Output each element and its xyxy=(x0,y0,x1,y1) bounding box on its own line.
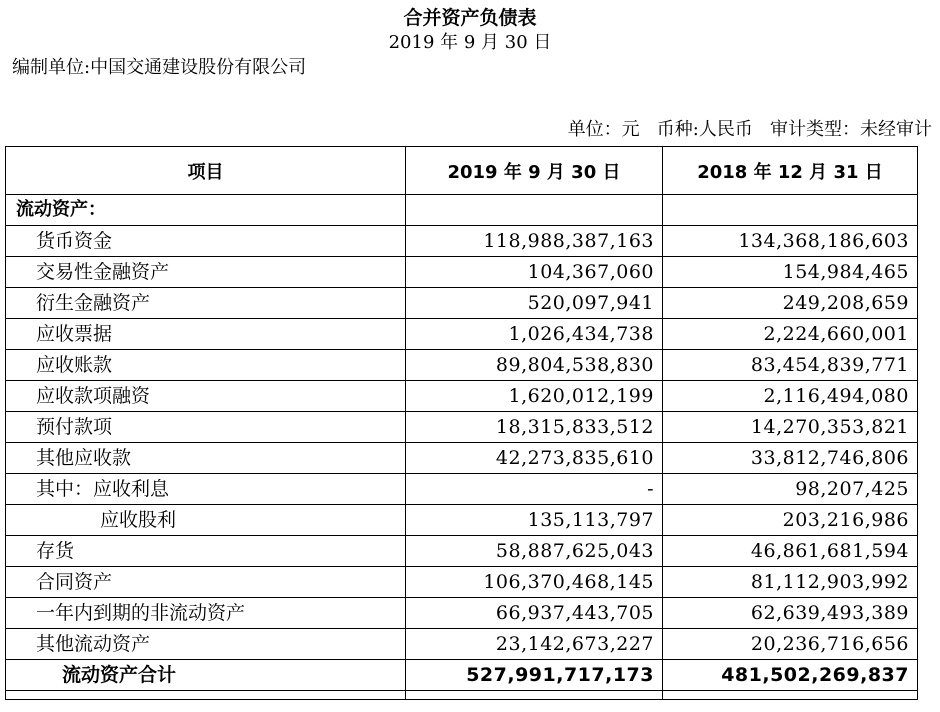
previous-value: 249,208,659 xyxy=(663,288,918,319)
current-value: - xyxy=(406,474,663,505)
row-label: 其他流动资产 xyxy=(6,629,406,660)
previous-value: 14,270,353,821 xyxy=(663,412,918,443)
row-label: 其中：应收利息 xyxy=(6,474,406,505)
current-value: 520,097,941 xyxy=(406,288,663,319)
table-row xyxy=(6,443,918,474)
table-row xyxy=(6,536,918,567)
column-header-current-period: 2019 年 9 月 30 日 xyxy=(406,147,663,195)
empty-cell xyxy=(406,691,663,700)
total-previous-value: 481,502,269,837 xyxy=(663,660,918,691)
empty-cell xyxy=(663,691,918,700)
table-row xyxy=(6,288,918,319)
current-value: 18,315,833,512 xyxy=(406,412,663,443)
previous-value: 154,984,465 xyxy=(663,257,918,288)
current-value: 66,937,443,705 xyxy=(406,598,663,629)
current-value: 42,273,835,610 xyxy=(406,443,663,474)
table-row xyxy=(6,350,918,381)
previous-value: 83,454,839,771 xyxy=(663,350,918,381)
total-current-value: 527,991,717,173 xyxy=(406,660,663,691)
table-row xyxy=(6,505,918,536)
row-label: 一年内到期的非流动资产 xyxy=(6,598,406,629)
row-label: 预付款项 xyxy=(6,412,406,443)
section-row-current-assets xyxy=(6,195,918,226)
table-row xyxy=(6,319,918,350)
row-label: 货币资金 xyxy=(6,226,406,257)
row-label: 应收票据 xyxy=(6,319,406,350)
current-value: 23,142,673,227 xyxy=(406,629,663,660)
section-title: 流动资产： xyxy=(6,195,406,226)
table-row xyxy=(6,629,918,660)
column-header-prior-period: 2018 年 12 月 31 日 xyxy=(663,147,918,195)
total-label: 流动资产合计 xyxy=(6,660,406,691)
total-row-current-assets xyxy=(6,660,918,691)
previous-value: 2,116,494,080 xyxy=(663,381,918,412)
previous-value: 98,207,425 xyxy=(663,474,918,505)
row-label: 衍生金融资产 xyxy=(6,288,406,319)
current-value: 118,988,387,163 xyxy=(406,226,663,257)
row-label: 应收款项融资 xyxy=(6,381,406,412)
empty-cell xyxy=(406,195,663,226)
previous-value: 81,112,903,992 xyxy=(663,567,918,598)
row-label: 交易性金融资产 xyxy=(6,257,406,288)
table-continuation-row xyxy=(6,691,918,700)
report-date: 2019 年 9 月 30 日 xyxy=(388,32,552,53)
current-value: 135,113,797 xyxy=(406,505,663,536)
current-value: 1,620,012,199 xyxy=(406,381,663,412)
balance-sheet-table xyxy=(5,146,918,700)
report-title: 合并资产负债表 xyxy=(403,7,537,29)
unit-currency-audit-info: 单位：元 币种:人民币 审计类型：未经审计 xyxy=(567,119,932,140)
row-label: 应收股利 xyxy=(6,505,406,536)
row-label: 应收账款 xyxy=(6,350,406,381)
current-value: 89,804,538,830 xyxy=(406,350,663,381)
table-row xyxy=(6,226,918,257)
table-row xyxy=(6,412,918,443)
previous-value: 2,224,660,001 xyxy=(663,319,918,350)
table-header-row xyxy=(6,147,918,195)
table-row xyxy=(6,257,918,288)
table-row xyxy=(6,381,918,412)
table-row xyxy=(6,598,918,629)
row-label: 合同资产 xyxy=(6,567,406,598)
empty-cell xyxy=(663,195,918,226)
current-value: 106,370,468,145 xyxy=(406,567,663,598)
company-name: 编制单位:中国交通建设股份有限公司 xyxy=(12,57,307,78)
previous-value: 203,216,986 xyxy=(663,505,918,536)
table-row xyxy=(6,474,918,505)
previous-value: 62,639,493,389 xyxy=(663,598,918,629)
empty-cell xyxy=(6,691,406,700)
previous-value: 46,861,681,594 xyxy=(663,536,918,567)
table-row xyxy=(6,567,918,598)
previous-value: 33,812,746,806 xyxy=(663,443,918,474)
row-label: 其他应收款 xyxy=(6,443,406,474)
previous-value: 20,236,716,656 xyxy=(663,629,918,660)
current-value: 58,887,625,043 xyxy=(406,536,663,567)
row-label: 存货 xyxy=(6,536,406,567)
current-value: 104,367,060 xyxy=(406,257,663,288)
previous-value: 134,368,186,603 xyxy=(663,226,918,257)
column-header-item: 项目 xyxy=(6,147,406,195)
current-value: 1,026,434,738 xyxy=(406,319,663,350)
